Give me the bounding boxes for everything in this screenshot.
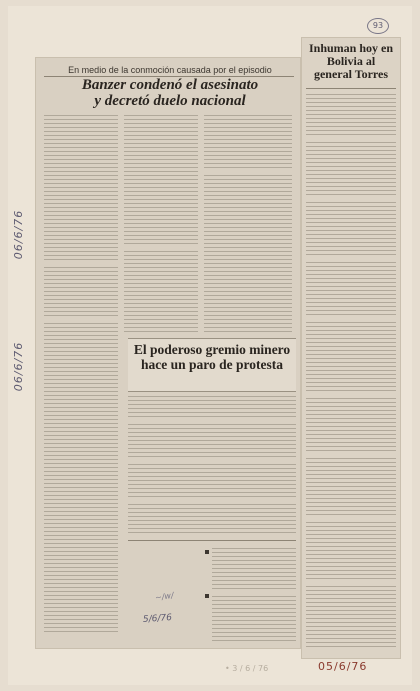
- article-column-3: [204, 115, 292, 333]
- subheadline-line-2: hace un paro de protesta: [140, 357, 283, 372]
- handwritten-date-mid: 5/6/76: [142, 613, 173, 625]
- paragraph-bullet: [205, 594, 209, 598]
- right-article-body: [306, 94, 396, 650]
- article-headline: [48, 77, 292, 109]
- headline-line-2: y decretó duelo nacional: [94, 93, 246, 109]
- lower-article-body: [212, 548, 296, 644]
- page-number-circle: 93: [367, 18, 389, 34]
- subheadline-line-1: El poderoso gremio minero: [133, 342, 291, 357]
- handwritten-initials: ~/w/: [154, 590, 175, 603]
- subarticle-body: [128, 396, 296, 536]
- headline-line-1: Banzer condenó el asesinato: [81, 77, 259, 93]
- paragraph-bullet: [205, 550, 209, 554]
- handwritten-date-left-bottom: 06/6/76: [12, 341, 26, 392]
- right-headline-line-2: Bolivia al: [326, 54, 376, 68]
- stamped-date-bottom: 05/6/76: [318, 660, 368, 673]
- handwritten-date-left-top: 06/6/76: [12, 209, 26, 260]
- right-article-headline: [306, 42, 396, 81]
- right-headline-line-3: general Torres: [313, 67, 389, 81]
- subarticle-headline: [130, 342, 294, 372]
- section-divider: [128, 540, 296, 541]
- article-kicker: En medio de la conmoción causada por el episodio: [68, 65, 272, 75]
- right-headline-rule: [306, 88, 396, 89]
- right-headline-line-1: Inhuman hoy en: [308, 41, 394, 55]
- article-column-1: [44, 115, 118, 635]
- faint-stamp: • 3 / 6 / 76: [225, 664, 269, 673]
